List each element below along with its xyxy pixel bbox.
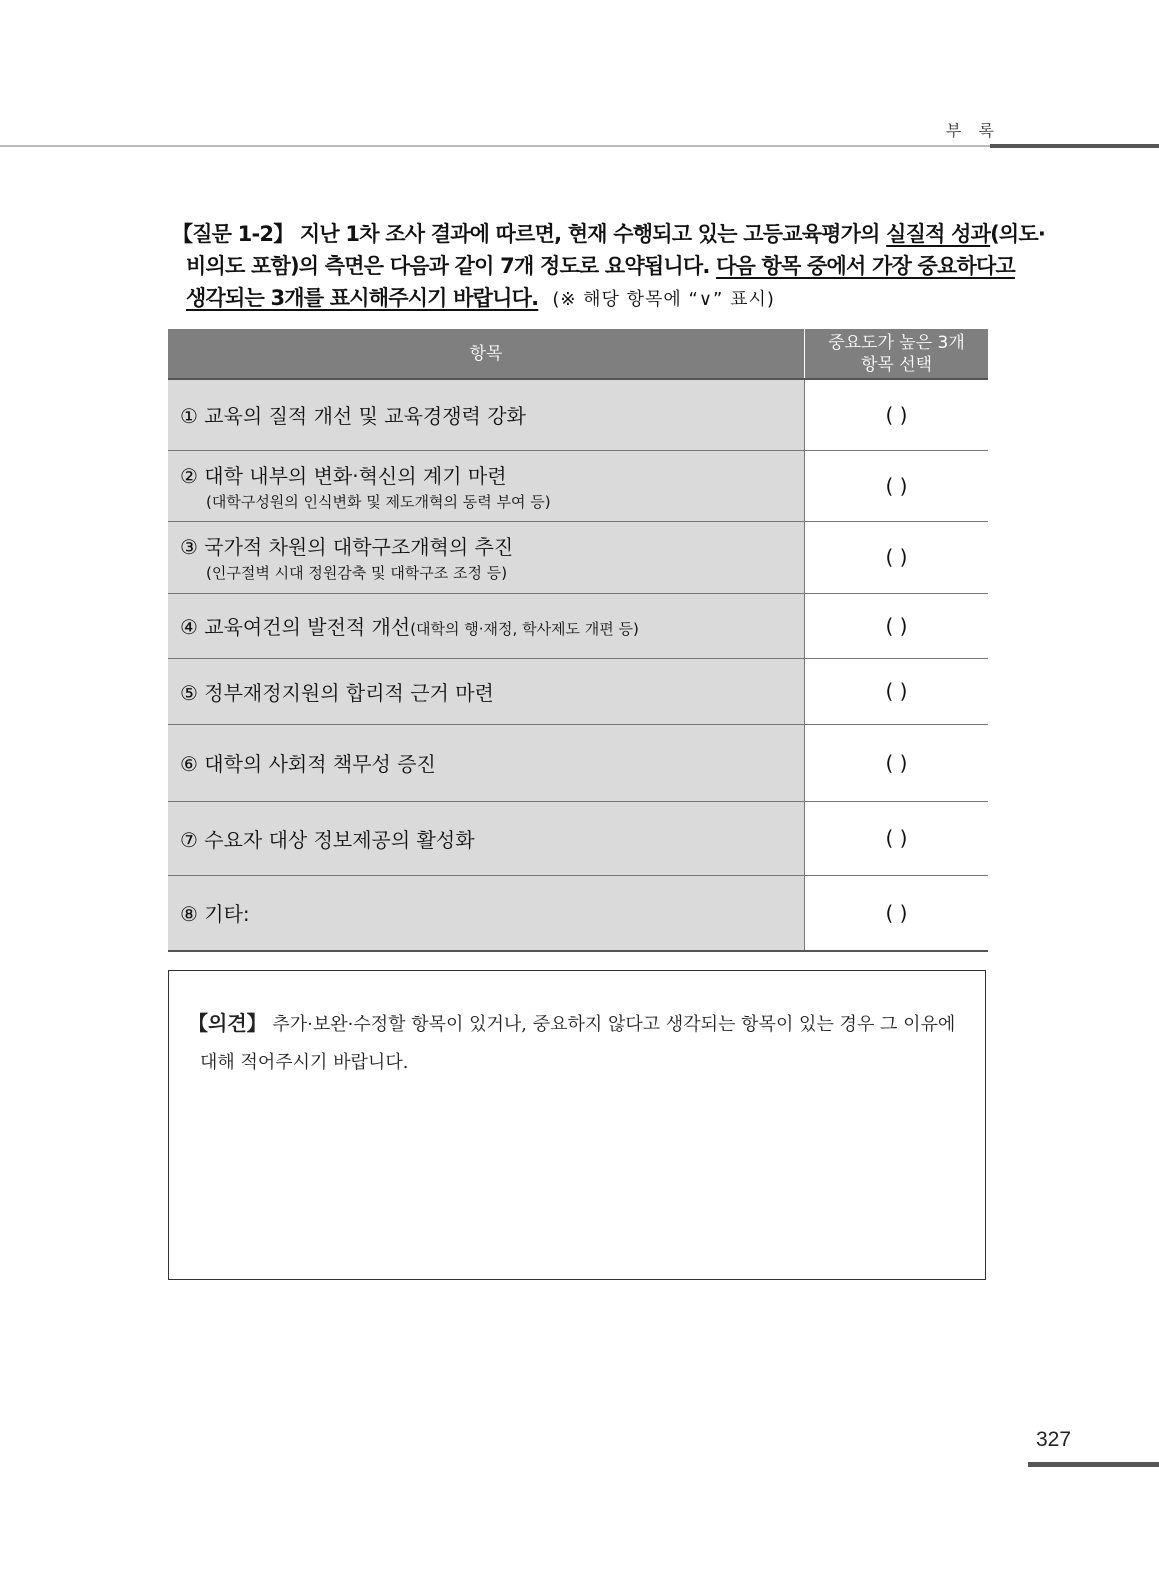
row-sub-text: (대학구성원의 인식변화 및 제도개혁의 동력 부여 등) bbox=[206, 492, 551, 511]
question-line-2-underlined: 다음 항목 중에서 가장 중요하다고 bbox=[716, 254, 1015, 278]
footer-rule bbox=[1028, 1462, 1159, 1467]
opinion-line-1: 추가·보완·수정할 항목이 있거나, 중요하지 않다고 생각되는 항목이 있는 경우 그 이유에 bbox=[266, 1014, 956, 1035]
row-checkbox-2[interactable]: ( ) bbox=[805, 450, 989, 521]
question-line-3 bbox=[172, 282, 1002, 316]
question-line-2 bbox=[172, 250, 1015, 282]
survey-table bbox=[168, 329, 988, 952]
opinion-label: 【의견】 bbox=[188, 1011, 267, 1035]
row-main-text: ① 교육의 질적 개선 및 교육경쟁력 강화 bbox=[180, 404, 526, 429]
row-sub-text: (인구절벽 시대 정원감축 및 대학구조 조정 등) bbox=[206, 564, 508, 582]
row-checkbox-5[interactable]: ( ) bbox=[805, 658, 989, 724]
row-checkbox-8[interactable]: ( ) bbox=[805, 875, 989, 951]
header-select bbox=[805, 329, 989, 379]
row-item-7 bbox=[168, 801, 805, 875]
table-row bbox=[168, 724, 988, 801]
row-checkbox-6[interactable]: ( ) bbox=[805, 724, 989, 801]
row-inline-sub-text: (대학의 행·재정, 학사제도 개편 등) bbox=[410, 620, 639, 638]
opinion-line-2: 대해 적어주시기 바랍니다. bbox=[200, 1052, 409, 1073]
row-checkbox-1[interactable]: ( ) bbox=[805, 379, 989, 450]
header-rule bbox=[0, 145, 990, 147]
header-item: 항목 bbox=[168, 329, 805, 379]
question-line-2-text: 비의도 포함)의 측면은 다음과 같이 7개 정도로 요약됩니다. bbox=[186, 254, 717, 278]
row-main-text: ⑦ 수요자 대상 정보제공의 활성화 bbox=[180, 827, 475, 852]
question-line-1-tail: (의도· bbox=[990, 222, 1046, 246]
row-item-3 bbox=[168, 521, 805, 593]
page-number: 327 bbox=[1036, 1428, 1072, 1451]
row-checkbox-3[interactable]: ( ) bbox=[805, 521, 989, 593]
table-header-row bbox=[168, 329, 988, 379]
header-select-line-1: 중요도가 높은 3개 bbox=[828, 332, 965, 353]
table-row bbox=[168, 379, 988, 450]
question-line-1 bbox=[172, 218, 1046, 250]
header-rule-accent bbox=[990, 144, 1159, 148]
row-checkbox-7[interactable]: ( ) bbox=[805, 801, 989, 875]
opinion-instructions bbox=[188, 1004, 988, 1082]
row-main-text: ⑧ 기타: bbox=[180, 902, 250, 927]
row-item-5 bbox=[168, 658, 805, 724]
row-main-text: ② 대학 내부의 변화·혁신의 계기 마련 bbox=[180, 463, 507, 488]
row-checkbox-4[interactable]: ( ) bbox=[805, 593, 989, 658]
row-main-text: ⑤ 정부재정지원의 합리적 근거 마련 bbox=[180, 680, 494, 705]
header-select-line-2: 항목 선택 bbox=[860, 354, 933, 375]
row-main-text: ③ 국가적 차원의 대학구조개혁의 추진 bbox=[180, 535, 514, 559]
table-row bbox=[168, 875, 988, 951]
table-row bbox=[168, 658, 988, 724]
question-line-1-text: 【질문 1-2】 지난 1차 조사 결과에 따르면, 현재 수행되고 있는 고등교육평가의 bbox=[172, 222, 887, 246]
row-item-2 bbox=[168, 450, 805, 521]
question-block bbox=[172, 218, 1046, 316]
row-item-8 bbox=[168, 875, 805, 951]
row-item-1 bbox=[168, 379, 805, 450]
table-row bbox=[168, 450, 988, 521]
table-row bbox=[168, 593, 988, 658]
row-item-4 bbox=[168, 593, 805, 658]
row-main-text: ⑥ 대학의 사회적 책무성 증진 bbox=[180, 752, 436, 776]
row-main-text: ④ 교육여건의 발전적 개선 bbox=[180, 615, 411, 639]
table-row bbox=[168, 521, 988, 593]
question-line-3-underlined: 생각되는 3개를 표시해주시기 바랍니다. bbox=[186, 286, 539, 310]
table-row bbox=[168, 801, 988, 875]
section-label: 부 록 bbox=[946, 121, 1000, 140]
question-line-1-underlined: 실질적 성과 bbox=[886, 222, 991, 246]
question-note: (※ 해당 항목에 “∨” 표시) bbox=[552, 289, 775, 310]
row-item-6 bbox=[168, 724, 805, 801]
